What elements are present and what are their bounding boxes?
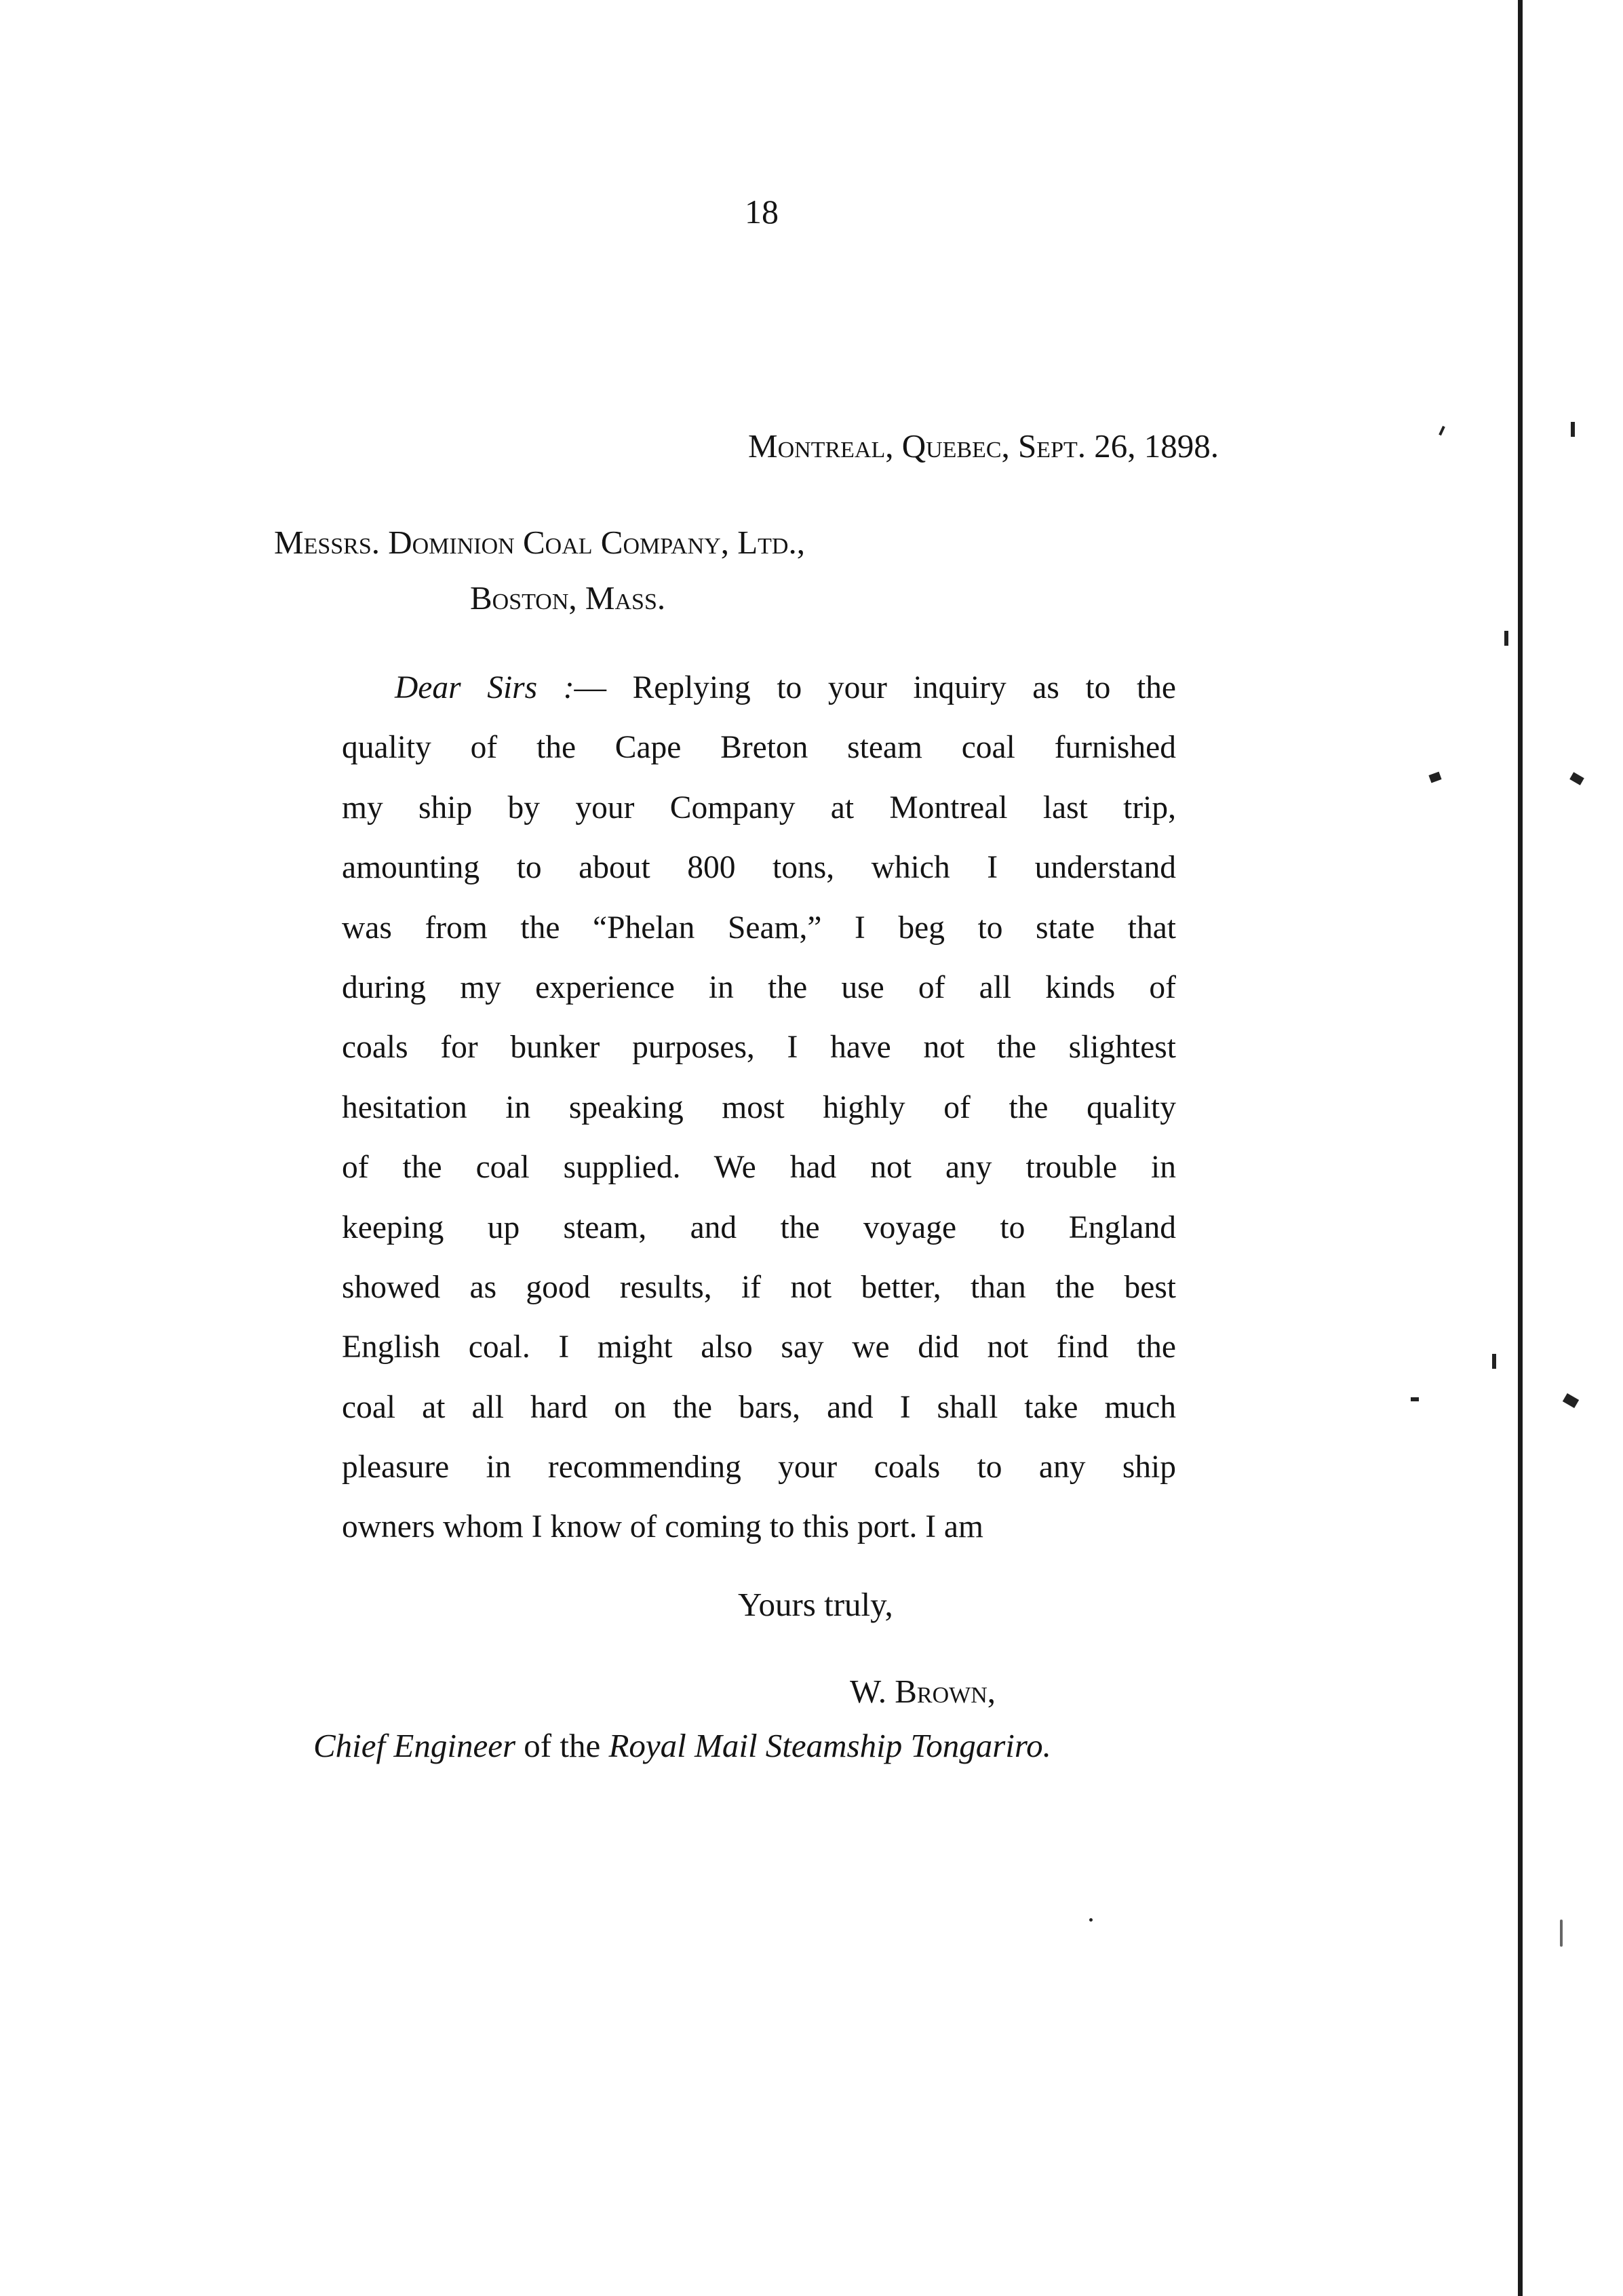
scan-speck bbox=[1411, 1397, 1419, 1401]
body-line: my ship by your Company at Montreal last trip, bbox=[342, 790, 1176, 825]
page-number: 18 bbox=[745, 193, 779, 231]
letter-body bbox=[342, 658, 1176, 1557]
body-line: English coal. I might also say we did not find the bbox=[342, 1329, 1176, 1365]
scan-speck bbox=[1492, 1354, 1496, 1369]
body-line: quality of the Cape Breton steam coal furnished bbox=[342, 730, 1176, 766]
addressee-line-2: Boston, Mass. bbox=[470, 579, 666, 617]
body-line: of the coal supplied. We had not any trouble in bbox=[342, 1150, 1176, 1186]
body-line: was from the “Phelan Seam,” I beg to state that bbox=[342, 910, 1176, 946]
body-line: during my experience in the use of all kinds of bbox=[342, 969, 1176, 1005]
scan-speck bbox=[1569, 772, 1584, 785]
body-line: pleasure in recommending your coals to any ship bbox=[342, 1449, 1176, 1485]
body-line: keeping up steam, and the voyage to England bbox=[342, 1209, 1176, 1245]
body-line bbox=[342, 658, 1176, 718]
body-line: amounting to about 800 tons, which I understand bbox=[342, 850, 1176, 886]
body-line: owners whom I know of coming to this port. I am bbox=[342, 1509, 983, 1545]
salutation: Dear Sirs : bbox=[395, 670, 574, 705]
body-line: showed as good results, if not better, than the best bbox=[342, 1269, 1176, 1305]
letter-dateline: Montreal, Quebec, Sept. 26, 1898. bbox=[748, 427, 1219, 465]
addressee-line-1: Messrs. Dominion Coal Company, Ltd., bbox=[274, 524, 805, 561]
scan-speck bbox=[1563, 1393, 1579, 1408]
signer-vessel: Royal Mail Steamship Tongariro. bbox=[608, 1727, 1051, 1764]
scan-speck bbox=[1571, 422, 1575, 437]
page-edge-shadow bbox=[1518, 0, 1523, 2296]
scan-speck bbox=[1089, 1918, 1093, 1922]
body-line: hesitation in speaking most highly of the quality bbox=[342, 1089, 1176, 1125]
letter-signature: W. Brown, bbox=[850, 1673, 996, 1710]
body-line: coal at all hard on the bars, and I shall take much bbox=[342, 1389, 1176, 1425]
letter-closing: Yours truly, bbox=[738, 1586, 893, 1623]
scan-speck bbox=[1560, 1920, 1563, 1947]
signer-role: Chief Engineer bbox=[313, 1727, 516, 1764]
signer-connector: of the bbox=[515, 1727, 609, 1764]
scan-speck bbox=[1439, 426, 1445, 435]
signer-title bbox=[313, 1726, 1051, 1766]
scan-speck bbox=[1428, 772, 1441, 783]
body-line-text: — Replying to your inquiry as to the bbox=[574, 670, 1176, 705]
body-line: coals for bunker purposes, I have not the slightest bbox=[342, 1030, 1176, 1066]
scan-speck bbox=[1504, 631, 1508, 646]
